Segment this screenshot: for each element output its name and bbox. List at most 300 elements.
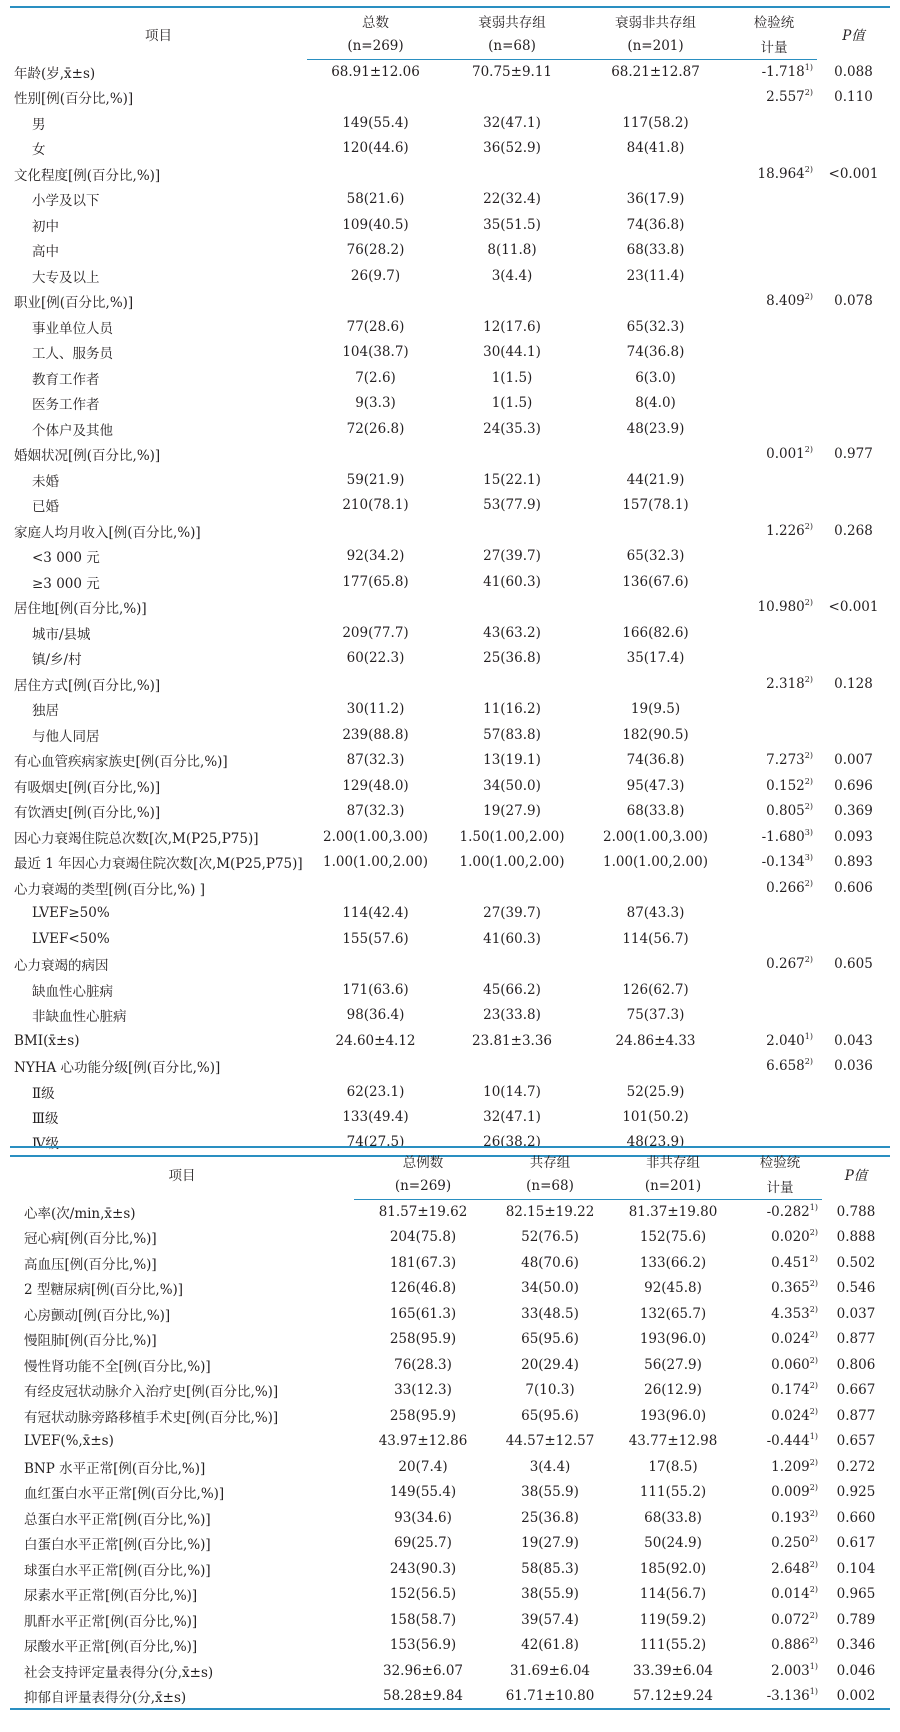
cell-p-value: [817, 1079, 890, 1105]
row-label: 有经皮冠状动脉介入治疗史[例(百分比,%)]: [24, 1384, 279, 1401]
cell-frail: [444, 289, 580, 315]
statistic-value: 0.020: [771, 1229, 810, 1246]
cell-total: 9(3.3): [355, 395, 396, 412]
row-label: 冠心病[例(百分比,%)]: [24, 1231, 157, 1248]
cell-nonfrail: 101(50.2): [622, 1109, 689, 1126]
statistic-note: 2): [804, 445, 813, 455]
row-label: 初中: [32, 218, 59, 235]
cell-p-value: 0.037: [836, 1305, 876, 1322]
table-body: [10, 59, 890, 1156]
row-label: 有吸烟史[例(百分比,%)]: [14, 779, 161, 796]
cell-statistic: [738, 1531, 822, 1557]
cell-statistic: [731, 314, 817, 340]
table-row: [10, 365, 890, 391]
cell-nonfrail: 50(24.9): [644, 1535, 702, 1552]
cell-nonfrail: 75(37.3): [626, 1007, 685, 1024]
cell-p-value: 0.007: [834, 752, 873, 769]
header-item: 项目: [168, 1167, 196, 1184]
statistic-note: 2): [804, 955, 813, 965]
cell-statistic: [738, 1276, 822, 1302]
cell-total: [307, 289, 444, 315]
cell-p-value: [817, 926, 890, 952]
cell-frail: 19(27.9): [521, 1535, 579, 1552]
row-label: 血红蛋白水平正常[例(百分比,%)]: [24, 1486, 225, 1503]
cell-statistic: [738, 1352, 822, 1378]
statistic-value: 0.024: [771, 1331, 810, 1348]
cell-statistic: [731, 595, 817, 621]
cell-statistic: [731, 59, 817, 85]
cell-frail: 39(57.4): [521, 1611, 579, 1628]
cell-nonfrail: [580, 442, 731, 468]
cell-total: 152(56.5): [389, 1586, 457, 1603]
cell-frail: 52(76.5): [521, 1229, 579, 1246]
cell-nonfrail: 48(23.9): [580, 1130, 731, 1156]
statistic-value: 0.009: [771, 1484, 810, 1501]
row-label: 大专及以上: [32, 269, 100, 286]
cell-p-value: 0.788: [836, 1203, 876, 1220]
statistic-value: 0.193: [771, 1509, 810, 1526]
cell-frail: 12(17.6): [483, 318, 541, 335]
cell-frail: [444, 85, 580, 111]
statistic-note: 2): [809, 1534, 818, 1544]
cell-statistic: [731, 467, 817, 493]
cell-statistic: [731, 952, 817, 978]
statistic-note: 2): [804, 1057, 813, 1067]
cell-nonfrail: 26(12.9): [644, 1382, 702, 1399]
cell-nonfrail: 65(32.3): [626, 548, 685, 565]
cell-nonfrail: 35(17.4): [626, 650, 685, 667]
cell-nonfrail: 74(36.8): [626, 344, 685, 361]
cell-frail: 61.71±10.80: [492, 1684, 608, 1710]
cell-p-value: <0.001: [828, 599, 879, 616]
cell-frail: 23.81±3.36: [471, 1032, 553, 1049]
cell-nonfrail: 68.21±12.87: [611, 64, 700, 80]
cell-frail: 32(47.1): [483, 114, 541, 131]
header-n-total: (n=269): [354, 1173, 492, 1199]
row-label: 尿素水平正常[例(百分比,%)]: [24, 1588, 198, 1605]
row-label: Ⅳ级: [10, 1130, 307, 1156]
cell-statistic: [731, 748, 817, 774]
cell-statistic: [738, 1633, 822, 1659]
cell-p-value: 0.036: [834, 1058, 873, 1075]
table-row: [10, 1658, 890, 1684]
statistic-note: 2): [809, 1228, 818, 1238]
cell-p-value: 0.104: [836, 1560, 876, 1577]
cell-nonfrail: [580, 875, 731, 901]
table-row: [10, 493, 890, 519]
cell-nonfrail: 8(4.0): [635, 395, 676, 412]
table-row: [10, 1199, 890, 1225]
cell-nonfrail: 92(45.8): [644, 1280, 702, 1297]
statistic-value: 0.250: [771, 1535, 810, 1552]
cell-p-value: 0.877: [836, 1407, 876, 1424]
cell-frail: 45(66.2): [483, 981, 541, 998]
cell-statistic: [738, 1582, 822, 1608]
cell-statistic: [738, 1378, 822, 1404]
header-item: 项目: [145, 27, 172, 44]
cell-total: 129(48.0): [342, 777, 409, 794]
cell-p-value: [817, 110, 890, 136]
row-label: 心房颤动[例(百分比,%)]: [24, 1307, 171, 1324]
table-row: [10, 569, 890, 595]
cell-total: 243(90.3): [389, 1560, 457, 1577]
cell-statistic: [731, 824, 817, 850]
table-row: [10, 1327, 890, 1353]
statistic-note: 3): [804, 827, 813, 837]
cell-nonfrail: 24.86±4.33: [615, 1032, 696, 1049]
cell-nonfrail: 68(33.8): [626, 803, 685, 820]
cell-p-value: [817, 901, 890, 927]
cell-frail: 27(39.7): [483, 548, 541, 565]
table-row: [10, 1480, 890, 1506]
cell-p-value: 0.093: [834, 828, 873, 845]
statistic-note: 2): [809, 1304, 818, 1314]
row-label: 抑郁自评量表得分(分,x̄±s): [10, 1684, 354, 1710]
cell-total: 171(63.6): [342, 981, 409, 998]
row-label: 工人、服务员: [32, 346, 113, 363]
cell-total: [307, 1054, 444, 1080]
cell-frail: 3(4.4): [491, 267, 533, 284]
cell-p-value: 0.877: [836, 1331, 876, 1348]
cell-p-value: [817, 238, 890, 264]
cell-nonfrail: 6(3.0): [635, 369, 676, 386]
cell-p-value: 0.546: [836, 1280, 876, 1297]
cell-frail: 31.69±6.04: [509, 1662, 591, 1679]
statistic-note: 2): [809, 1636, 818, 1646]
table-row: [10, 1028, 890, 1054]
cell-p-value: 0.806: [836, 1356, 876, 1373]
cell-frail: 42(61.8): [521, 1637, 579, 1654]
row-label: BNP 水平正常[例(百分比,%)]: [24, 1460, 206, 1477]
cell-total: 181(67.3): [389, 1254, 457, 1271]
cell-p-value: [817, 697, 890, 723]
cell-statistic: [731, 212, 817, 238]
header-frail: 衰弱共存组: [478, 14, 546, 31]
statistic-note: 2): [809, 1279, 818, 1289]
table-row: [10, 1429, 890, 1455]
table-row: [10, 1225, 890, 1251]
statistic-note: 2): [809, 1253, 818, 1263]
table-row: [10, 340, 890, 366]
cell-statistic: [731, 340, 817, 366]
header-n-frail: (n=68): [444, 33, 580, 59]
cell-total: 74(27.5): [307, 1130, 444, 1156]
statistic-value: 4.353: [771, 1305, 810, 1322]
cell-nonfrail: 111(55.2): [639, 1637, 707, 1654]
cell-frail: 24(35.3): [483, 420, 541, 437]
cell-total: 177(65.8): [342, 573, 409, 590]
cell-total: 126(46.8): [389, 1280, 457, 1297]
cell-p-value: 0.110: [834, 89, 873, 106]
row-label: 女: [32, 142, 46, 159]
cell-statistic: [731, 136, 817, 162]
cell-statistic: [738, 1480, 822, 1506]
header-n-frail: (n=68): [492, 1173, 608, 1199]
cell-total: 58(21.6): [346, 191, 405, 208]
cell-total: 204(75.8): [389, 1229, 457, 1246]
row-label: LVEF(%,x̄±s): [24, 1433, 114, 1450]
cell-frail: 38(55.9): [521, 1484, 579, 1501]
cell-total: [307, 442, 444, 468]
cell-frail: 38(55.9): [521, 1586, 579, 1603]
cell-frail: 26(38.2): [444, 1130, 580, 1156]
header-nonfrail: 非共存组: [646, 1154, 700, 1171]
statistic-note: 2): [809, 1330, 818, 1340]
row-label: LVEF≥50%: [32, 905, 110, 922]
cell-p-value: 0.977: [834, 446, 873, 463]
cell-nonfrail: 17(8.5): [648, 1458, 698, 1475]
cell-frail: 1.00(1.00,2.00): [459, 854, 565, 871]
cell-nonfrail: 114(56.7): [622, 930, 689, 947]
cell-frail: [444, 671, 580, 697]
cell-p-value: 0.272: [836, 1458, 876, 1475]
cell-frail: 70.75±9.11: [471, 64, 553, 80]
table-row: [10, 722, 890, 748]
cell-p-value: [817, 263, 890, 289]
cell-nonfrail: 19(9.5): [630, 701, 681, 718]
statistic-note: 2): [804, 598, 813, 608]
table-header-row: [10, 1147, 890, 1173]
cell-nonfrail: 182(90.5): [622, 726, 689, 743]
cell-total: 33(12.3): [394, 1382, 452, 1399]
row-label: 高中: [32, 244, 59, 261]
statistic-note: 1): [809, 1686, 818, 1696]
cell-total: 104(38.7): [342, 344, 409, 361]
row-label: 慢性肾功能不全[例(百分比,%)]: [24, 1358, 211, 1375]
table-row: [10, 1003, 890, 1029]
cell-nonfrail: [580, 289, 731, 315]
cell-nonfrail: 43.77±12.98: [628, 1433, 718, 1450]
cell-p-value: 0.605: [834, 956, 873, 973]
cell-nonfrail: 65(32.3): [626, 318, 685, 335]
header-n-nonfrail: (n=201): [608, 1173, 738, 1199]
cell-nonfrail: [580, 952, 731, 978]
cell-frail: [444, 952, 580, 978]
cell-total: [307, 85, 444, 111]
cell-nonfrail: 152(75.6): [639, 1229, 707, 1246]
cell-nonfrail: 166(82.6): [622, 624, 689, 641]
cell-frail: [444, 595, 580, 621]
cell-p-value: [817, 365, 890, 391]
statistic-note: 2): [809, 1559, 818, 1569]
statistic-value: 2.003: [771, 1662, 810, 1679]
cell-p-value: 0.502: [836, 1254, 876, 1271]
row-label: 球蛋白水平正常[例(百分比,%)]: [24, 1562, 211, 1579]
cell-nonfrail: 2.00(1.00,3.00): [602, 828, 708, 845]
table-row: [10, 671, 890, 697]
cell-p-value: [817, 416, 890, 442]
table-row: [10, 799, 890, 825]
row-label: 文化程度[例(百分比,%)]: [14, 167, 161, 184]
statistic-value: 0.451: [771, 1254, 810, 1271]
table-row: [10, 1633, 890, 1659]
cell-nonfrail: [580, 161, 731, 187]
table-row: [10, 136, 890, 162]
statistic-value: -0.134: [761, 854, 805, 871]
cell-p-value: 0.268: [834, 522, 873, 539]
table-row: [10, 59, 890, 85]
header-total: 总数: [362, 14, 389, 31]
cell-total: [307, 518, 444, 544]
cell-total: 24.60±4.12: [335, 1032, 416, 1049]
statistic-value: 10.980: [757, 599, 805, 616]
cell-p-value: 0.128: [834, 675, 873, 692]
table-row: [10, 416, 890, 442]
statistic-value: -0.444: [766, 1433, 810, 1450]
table-row: [10, 748, 890, 774]
cell-nonfrail: 95(47.3): [626, 777, 685, 794]
cell-nonfrail: 114(56.7): [639, 1586, 707, 1603]
header-p: P值: [844, 1167, 868, 1184]
statistic-value: -1.680: [761, 828, 805, 845]
cell-p-value: 0.925: [836, 1484, 876, 1501]
table-row: [10, 1531, 890, 1557]
cell-p-value: [817, 136, 890, 162]
cell-nonfrail: [580, 1054, 731, 1080]
table-row: [10, 467, 890, 493]
statistic-value: 1.209: [771, 1458, 810, 1475]
cell-p-value: [817, 722, 890, 748]
cell-nonfrail: 74(36.8): [626, 752, 685, 769]
table-row: [10, 1556, 890, 1582]
cell-frail: [444, 1054, 580, 1080]
row-label: 最近 1 年因心力衰竭住院次数[次,M(P25,P75)]: [14, 856, 303, 873]
row-label: 慢阻肺[例(百分比,%)]: [24, 1333, 157, 1350]
statistic-value: 1.226: [766, 522, 805, 539]
cell-nonfrail: 111(55.2): [639, 1484, 707, 1501]
table-row: [10, 391, 890, 417]
cell-frail: 1(1.5): [491, 369, 533, 386]
table-row: [10, 1454, 890, 1480]
table-row: [10, 1250, 890, 1276]
row-label: 非缺血性心脏病: [32, 1009, 127, 1026]
row-label: ≥3 000 元: [32, 575, 100, 592]
table-row: [10, 289, 890, 315]
row-label: 有心血管疾病家族史[例(百分比,%)]: [14, 754, 228, 771]
statistic-note: 1): [804, 1031, 813, 1041]
statistic-value: 0.152: [766, 777, 805, 794]
cell-statistic: [731, 620, 817, 646]
cell-statistic: [731, 850, 817, 876]
cell-nonfrail: 23(11.4): [626, 267, 685, 284]
cell-p-value: [817, 620, 890, 646]
cell-statistic: [731, 110, 817, 136]
cell-statistic: [731, 1079, 817, 1105]
cell-p-value: [817, 187, 890, 213]
cell-statistic: [731, 977, 817, 1003]
cell-statistic: [738, 1658, 822, 1684]
cell-total: 155(57.6): [342, 930, 409, 947]
cell-statistic: [738, 1556, 822, 1582]
row-label: 教育工作者: [32, 371, 100, 388]
cell-p-value: [817, 544, 890, 570]
cell-p-value: 0.888: [836, 1229, 876, 1246]
cell-p-value: 0.002: [822, 1684, 890, 1710]
statistic-note: 2): [804, 88, 813, 98]
cell-total: [307, 952, 444, 978]
cell-nonfrail: 33.39±6.04: [632, 1662, 714, 1679]
cell-p-value: 0.617: [836, 1535, 876, 1552]
row-label: 性别[例(百分比,%)]: [14, 91, 134, 108]
cell-total: 2.00(1.00,3.00): [322, 828, 428, 845]
cell-p-value: 0.078: [834, 293, 873, 310]
table-row: [10, 926, 890, 952]
row-label: 因心力衰竭住院总次数[次,M(P25,P75)]: [14, 830, 259, 847]
cell-statistic: [731, 187, 817, 213]
table-row: [10, 875, 890, 901]
cell-total: [307, 875, 444, 901]
statistic-note: 2): [804, 878, 813, 888]
cell-total: 62(23.1): [346, 1083, 405, 1100]
table-row: [10, 1505, 890, 1531]
row-label: 社会支持评定量表得分(分,x̄±s): [24, 1664, 214, 1681]
cell-frail: 34(50.0): [483, 777, 541, 794]
table-header-row: [10, 7, 890, 33]
table-row: [10, 1301, 890, 1327]
cell-statistic: [738, 1327, 822, 1353]
cell-frail: 1(1.5): [491, 395, 533, 412]
statistic-value: 6.658: [766, 1058, 805, 1075]
row-label: 个体户及其他: [32, 422, 113, 439]
table-row: [10, 824, 890, 850]
row-label: 城市/县城: [32, 626, 91, 643]
cell-total: 109(40.5): [342, 216, 409, 233]
header-p: P值: [842, 27, 865, 44]
row-label: 与他人同居: [32, 728, 100, 745]
statistic-value: 0.001: [766, 446, 805, 463]
cell-total: 81.57±19.62: [378, 1204, 468, 1220]
cell-nonfrail: 36(17.9): [626, 191, 685, 208]
statistic-value: 0.072: [771, 1611, 810, 1628]
statistic-value: 2.557: [766, 89, 805, 106]
cell-total: 210(78.1): [342, 497, 409, 514]
cell-total: 58.28±9.84: [354, 1684, 492, 1710]
cell-nonfrail: [580, 671, 731, 697]
table-row: [10, 1582, 890, 1608]
statistic-value: -0.282: [766, 1204, 810, 1220]
table-row: [10, 977, 890, 1003]
cell-p-value: 0.657: [836, 1433, 876, 1450]
cell-total: 209(77.7): [342, 624, 409, 641]
table-row: [10, 314, 890, 340]
row-label: BMI(x̄±s): [14, 1032, 80, 1049]
cell-total: 72(26.8): [346, 420, 405, 437]
cell-nonfrail: [580, 595, 731, 621]
row-label: 2 型糖尿病[例(百分比,%)]: [24, 1282, 184, 1299]
cell-nonfrail: 193(96.0): [639, 1331, 707, 1348]
row-label: 家庭人均月收入[例(百分比,%)]: [14, 524, 201, 541]
header-frail: 共存组: [529, 1154, 571, 1171]
cell-total: 149(55.4): [389, 1484, 457, 1501]
cell-statistic: [731, 671, 817, 697]
cell-total: 26(9.7): [350, 267, 401, 284]
row-label: 医务工作者: [32, 397, 100, 414]
clinical-table: [10, 1146, 890, 1710]
cell-statistic: [731, 365, 817, 391]
cell-nonfrail: 136(67.6): [622, 573, 689, 590]
cell-nonfrail: 185(92.0): [639, 1560, 707, 1577]
table-row: [10, 1684, 890, 1710]
row-label: 职业[例(百分比,%)]: [14, 295, 134, 312]
statistic-note: 3): [804, 853, 813, 863]
cell-nonfrail: 81.37±19.80: [628, 1204, 718, 1220]
cell-total: 76(28.2): [346, 242, 405, 259]
statistic-value: -3.136: [766, 1687, 810, 1704]
cell-statistic: [731, 238, 817, 264]
header-n-nonfrail: (n=201): [580, 33, 731, 59]
cell-statistic: [731, 901, 817, 927]
cell-p-value: [817, 569, 890, 595]
